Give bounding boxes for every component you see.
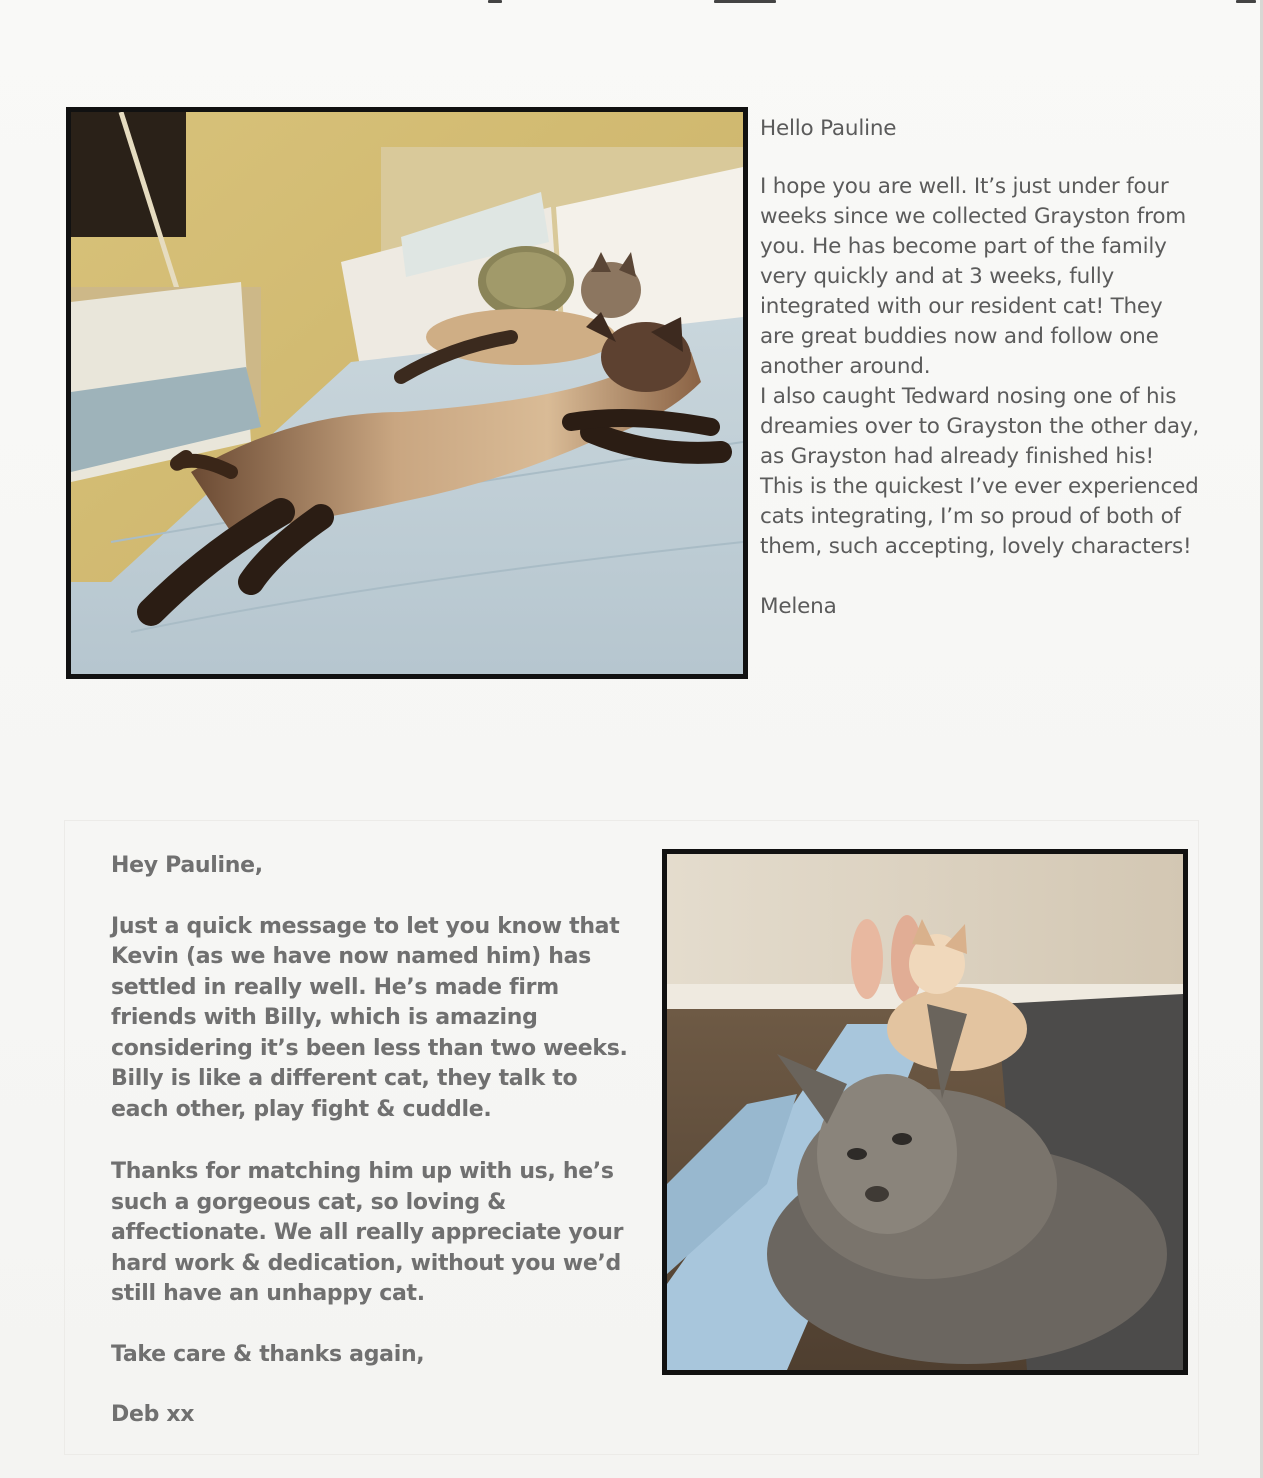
letter-signature: Deb xx xyxy=(111,1402,195,1427)
letter-paragraph: Just a quick message to let you know that Kevin (as we have now named him) has settled in really well. He’s made firm friends with Billy, which is amazing considering it’s been less than two weeks. Billy is like a different cat, they talk to each other, play fight & cuddle. xyxy=(111,913,628,1122)
letter-paragraph: Thanks for matching him up with us, he’s such a gorgeous cat, so loving & affectionate. We all really appreciate your hard work & dedication, without you we’d still have an unhappy cat. xyxy=(111,1159,624,1306)
cats-on-bed-image xyxy=(71,112,743,674)
letter-from-melena xyxy=(760,114,1200,622)
photo-siamese-cats-on-bed xyxy=(66,107,748,679)
cats-on-lap-image xyxy=(667,854,1183,1370)
letter-signature: Melena xyxy=(760,594,837,619)
paper-edge-mark xyxy=(714,0,776,3)
letter-greeting: Hey Pauline, xyxy=(111,853,263,878)
letter-closing: Take care & thanks again, xyxy=(111,1341,425,1367)
paper-edge-mark xyxy=(488,0,502,3)
letter-greeting: Hello Pauline xyxy=(760,116,897,141)
letter-paragraph: This is the quickest I’ve ever experienced cats integrating, I’m so proud of both of them, such accepting, lovely characters! xyxy=(760,474,1199,559)
letter-paragraph: I hope you are well. It’s just under four weeks since we collected Grayston from you. He has become part of the family very quickly and at 3 weeks, fully integrated with our resident cat! They are great buddies now and follow one another around. xyxy=(760,174,1187,379)
letter-paragraph: I also caught Tedward nosing one of his dreamies over to Grayston the other day, as Grayston had already finished his! xyxy=(760,384,1200,469)
letter-from-deb xyxy=(111,851,631,1431)
paper-edge-mark xyxy=(1236,0,1256,3)
photo-cats-on-lap xyxy=(662,849,1188,1375)
